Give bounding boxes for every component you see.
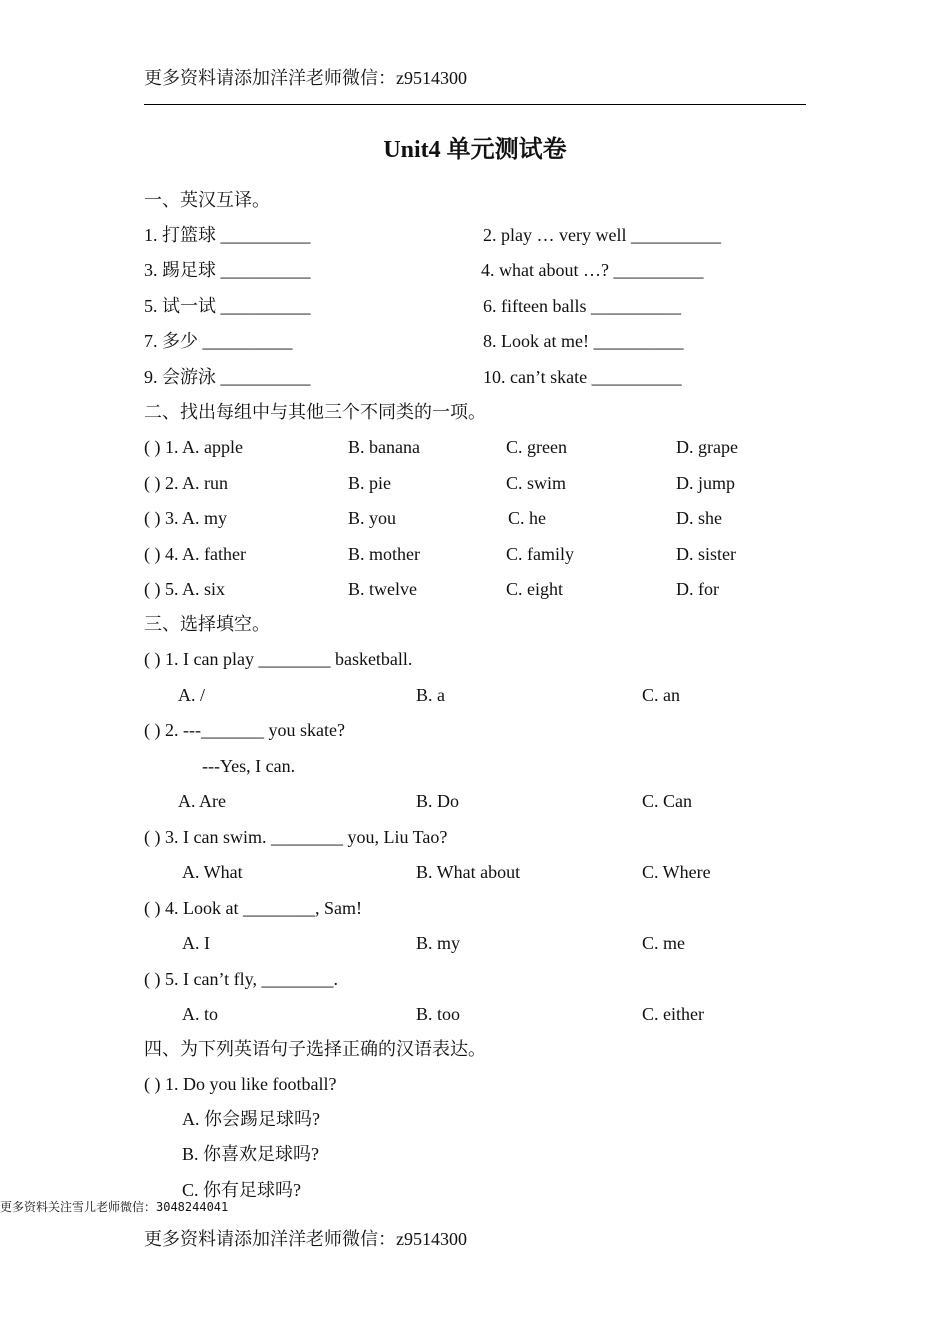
option-b: B. too — [416, 1004, 461, 1024]
option-b: B. twelve — [348, 579, 417, 599]
section1-heading: 一、英汉互译。 — [144, 190, 270, 210]
option-c: C. Can — [642, 791, 693, 811]
option-c: C. 你有足球吗? — [182, 1180, 301, 1200]
option-c: C. eight — [506, 579, 563, 599]
option-c: C. either — [642, 1004, 704, 1024]
option-b: B. What about — [416, 862, 521, 882]
option-b: B. pie — [348, 473, 391, 493]
header-divider — [144, 104, 806, 105]
choice-question: ( ) 4. Look at ________, Sam! — [144, 898, 362, 918]
translation-item: 1. 打篮球 __________ — [144, 225, 311, 245]
option-b: B. 你喜欢足球吗? — [182, 1144, 319, 1164]
footer-text: 更多资料请添加洋洋老师微信：z9514300 — [144, 1229, 467, 1249]
option-d: D. sister — [676, 544, 736, 564]
option-a: A. I — [182, 933, 210, 953]
translation-item: 2. play … very well __________ — [483, 225, 721, 245]
option-c: C. family — [506, 544, 574, 564]
option-d: D. jump — [676, 473, 736, 493]
odd-one-question: ( ) 5. A. six — [144, 579, 225, 599]
option-d: D. she — [676, 508, 722, 528]
dialogue-reply: ---Yes, I can. — [202, 756, 296, 776]
section4-heading: 四、为下列英语句子选择正确的汉语表达。 — [144, 1039, 486, 1059]
translation-question: ( ) 1. Do you like football? — [144, 1074, 337, 1094]
odd-one-question: ( ) 2. A. run — [144, 473, 228, 493]
choice-question: ( ) 1. I can play ________ basketball. — [144, 649, 413, 669]
section3-heading: 三、选择填空。 — [144, 614, 270, 634]
choice-question: ( ) 5. I can’t fly, ________. — [144, 969, 338, 989]
translation-item: 10. can’t skate __________ — [483, 367, 682, 387]
side-note: 更多资料关注雪儿老师微信：3048244041 — [0, 1200, 229, 1214]
translation-item: 9. 会游泳 __________ — [144, 367, 311, 387]
option-b: B. banana — [348, 437, 420, 457]
page-title: Unit4 单元测试卷 — [383, 137, 567, 163]
choice-question: ( ) 2. ---_______ you skate? — [144, 720, 345, 740]
option-a: A. 你会踢足球吗? — [182, 1109, 320, 1129]
option-c: C. me — [642, 933, 685, 953]
option-c: C. green — [506, 437, 567, 457]
translation-item: 7. 多少 __________ — [144, 331, 293, 351]
choice-question: ( ) 3. I can swim. ________ you, Liu Tao? — [144, 827, 448, 847]
translation-item: 4. what about …? __________ — [481, 260, 704, 280]
option-c: C. swim — [506, 473, 567, 493]
translation-item: 6. fifteen balls __________ — [483, 296, 681, 316]
section2-heading: 二、找出每组中与其他三个不同类的一项。 — [144, 402, 486, 422]
translation-item: 3. 踢足球 __________ — [144, 260, 311, 280]
option-b: B. you — [348, 508, 397, 528]
option-b: B. Do — [416, 791, 460, 811]
option-c: C. he — [508, 508, 546, 528]
translation-item: 5. 试一试 __________ — [144, 296, 311, 316]
option-b: B. mother — [348, 544, 420, 564]
option-a: A. Are — [178, 791, 226, 811]
option-d: D. grape — [676, 437, 738, 457]
option-c: C. an — [642, 685, 680, 705]
odd-one-question: ( ) 3. A. my — [144, 508, 227, 528]
option-b: B. a — [416, 685, 445, 705]
option-a: A. What — [182, 862, 243, 882]
odd-one-question: ( ) 1. A. apple — [144, 437, 243, 457]
header-text: 更多资料请添加洋洋老师微信：z9514300 — [144, 68, 467, 88]
odd-one-question: ( ) 4. A. father — [144, 544, 246, 564]
translation-item: 8. Look at me! __________ — [483, 331, 684, 351]
option-d: D. for — [676, 579, 719, 599]
option-a: A. to — [182, 1004, 218, 1024]
option-b: B. my — [416, 933, 461, 953]
option-c: C. Where — [642, 862, 711, 882]
option-a: A. / — [178, 685, 205, 705]
